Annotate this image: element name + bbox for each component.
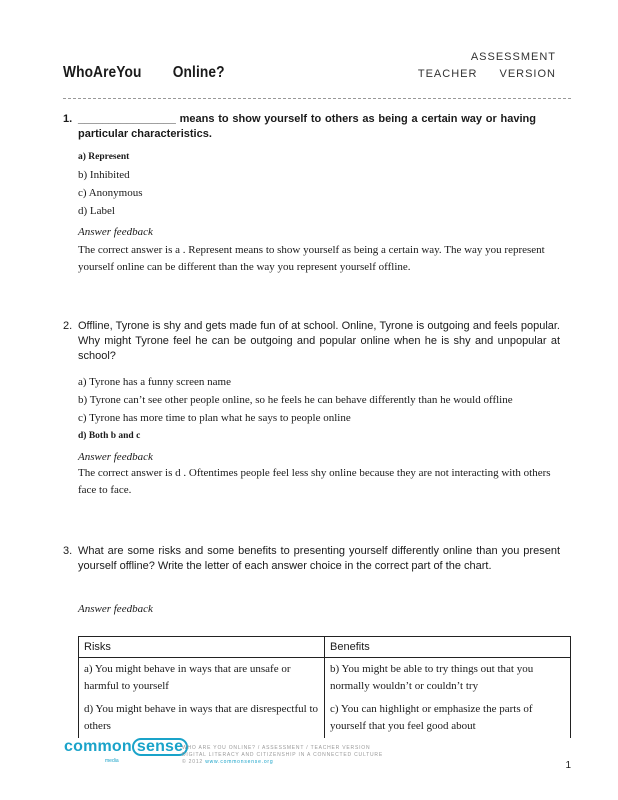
- q1-feedback-label: Answer feedback: [78, 226, 153, 238]
- logo-common: common: [64, 738, 132, 755]
- q1-option-b: b) Inhibited: [78, 169, 130, 181]
- footer-line2: DIGITAL LITERACY AND CITIZENSHIP IN A CONNECTED CULTURE: [182, 752, 383, 758]
- q1-option-d: d) Label: [78, 205, 115, 217]
- q2-options: [78, 373, 513, 445]
- q1-options: [78, 148, 142, 220]
- table-cell: a) You might behave in ways that are unsafe or harmful to yourself: [79, 658, 325, 699]
- q1-number: 1.: [63, 113, 73, 125]
- table-header-risks: Risks: [79, 637, 325, 658]
- page-number: 1: [565, 760, 571, 771]
- q2-number: 2.: [63, 320, 73, 332]
- q2-feedback: The correct answer is d . Oftentimes people feel less shy online because they are not interacting with others face to face.: [78, 467, 551, 496]
- table-header-benefits: Benefits: [325, 637, 571, 658]
- logo-media: media: [105, 758, 119, 764]
- table-cell: b) You might be able to try things out that you normally wouldn’t or couldn’t try: [325, 658, 571, 699]
- q2-feedback-label: Answer feedback: [78, 451, 153, 463]
- q1-option-c: c) Anonymous: [78, 187, 143, 199]
- header-label: [418, 49, 556, 83]
- q1-text: ________________ means to show yourself to others as being a certain way or having particular characteristics.: [78, 113, 536, 140]
- footer-text: [182, 745, 383, 766]
- table-row: [79, 698, 571, 738]
- footer-line3: [182, 759, 383, 766]
- q2-option-a: a) Tyrone has a funny screen name: [78, 376, 231, 388]
- q2-option-b: b) Tyrone can’t see other people online, so he feels he can behave differently than he would offline: [78, 394, 513, 406]
- q2-option-d: d) Both b and c: [78, 431, 141, 441]
- header-label-line1: ASSESSMENT: [470, 51, 556, 63]
- q1-feedback: The correct answer is a . Represent means to show yourself as being a certain way. The way you represent yourself online can be different than the way you represent yourself offline.: [78, 244, 545, 273]
- header-divider: [63, 98, 571, 99]
- page-title: WhoAreYou Online?: [63, 64, 225, 81]
- table-cell: c) You can highlight or emphasize the parts of yourself that you feel good about: [325, 698, 571, 738]
- header-label-line2: TEACHER VERSION: [417, 68, 556, 80]
- common-sense-logo: [64, 738, 188, 756]
- table-header-row: [79, 637, 571, 658]
- q1-option-a: a) Represent: [78, 152, 130, 162]
- footer-url-link[interactable]: www.commonsense.org: [205, 759, 274, 765]
- footer-line1: WHO ARE YOU ONLINE? / ASSESSMENT / TEACHER VERSION: [182, 745, 371, 751]
- q3-feedback-label: Answer feedback: [78, 603, 153, 615]
- risks-benefits-table: [78, 636, 571, 738]
- q2-option-c: c) Tyrone has more time to plan what he says to people online: [78, 412, 351, 424]
- q3-number: 3.: [63, 545, 73, 557]
- logo-sense: sense: [132, 738, 188, 756]
- q3-text: What are some risks and some benefits to presenting yourself differently online than you present yourself offline? Write the letter of each answer choice in the correct part of the chart.: [78, 545, 560, 572]
- footer-copyright: © 2012: [182, 759, 203, 765]
- table-row: [79, 658, 571, 699]
- table-cell: d) You might behave in ways that are disrespectful to others: [79, 698, 325, 738]
- q2-text: Offline, Tyrone is shy and gets made fun of at school. Online, Tyrone is outgoing and feels popular. Why might Tyrone feel he can be outgoing and popular online when he is shy and unpopular at school?: [78, 320, 560, 362]
